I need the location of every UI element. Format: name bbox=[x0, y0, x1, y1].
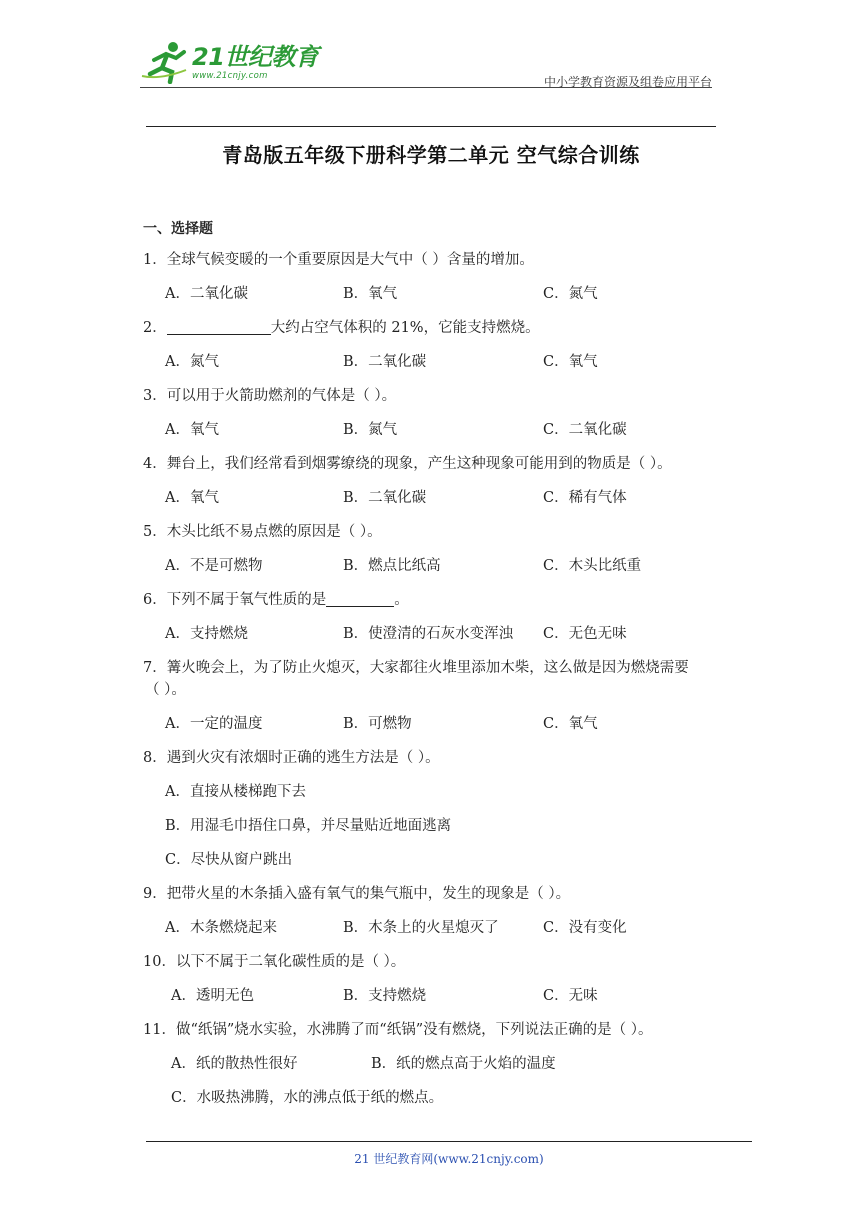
options-4 bbox=[143, 487, 743, 509]
runner-logo-icon bbox=[140, 40, 190, 84]
option-c[interactable]: C．木头比纸重 bbox=[543, 558, 642, 574]
question-11: 11．做“纸锅”烧水实验，水沸腾了而“纸锅”没有燃烧，下列说法正确的是（ ）。 bbox=[143, 1022, 653, 1038]
options-2 bbox=[143, 351, 743, 373]
option-b[interactable]: B．木条上的火星熄灭了 bbox=[343, 920, 499, 936]
question-end: 。 bbox=[394, 592, 409, 608]
footer-link[interactable]: 21 世纪教育网(www.21cnjy.com) bbox=[354, 1152, 544, 1166]
options-10 bbox=[143, 985, 743, 1007]
option-b[interactable]: B．用湿毛巾捂住口鼻，并尽量贴近地面逃离 bbox=[165, 818, 452, 834]
option-b[interactable]: B．支持燃烧 bbox=[343, 988, 427, 1004]
option-a[interactable]: A．透明无色 bbox=[171, 988, 254, 1004]
option-a[interactable]: A．氧气 bbox=[165, 422, 219, 438]
footer-divider bbox=[146, 1141, 752, 1142]
option-a[interactable]: A．不是可燃物 bbox=[165, 558, 263, 574]
title-divider bbox=[146, 126, 716, 127]
answer-blank[interactable] bbox=[326, 590, 394, 607]
option-c[interactable]: C．稀有气体 bbox=[543, 490, 627, 506]
options-9 bbox=[143, 917, 743, 939]
question-9: 9．把带火星的木条插入盛有氧气的集气瓶中，发生的现象是（ ）。 bbox=[143, 886, 571, 902]
logo-wordmark: 21世纪教育 bbox=[192, 43, 319, 71]
option-c[interactable]: C．二氧化碳 bbox=[543, 422, 627, 438]
question-5: 5．木头比纸不易点燃的原因是（ ）。 bbox=[143, 524, 382, 540]
logo-url: www.21cnjy.com bbox=[192, 71, 268, 81]
question-list bbox=[143, 218, 743, 1121]
option-c[interactable]: C．氧气 bbox=[543, 716, 598, 732]
option-c[interactable]: C．无味 bbox=[543, 988, 598, 1004]
header-divider bbox=[140, 87, 712, 88]
option-c[interactable]: C．尽快从窗户跳出 bbox=[165, 852, 293, 868]
options-11 bbox=[143, 1053, 743, 1075]
section-heading: 一、选择题 bbox=[143, 221, 213, 237]
option-c[interactable]: C．无色无味 bbox=[543, 626, 627, 642]
option-b[interactable]: B．纸的燃点高于火焰的温度 bbox=[371, 1056, 556, 1072]
option-a[interactable]: A．纸的散热性很好 bbox=[171, 1056, 298, 1072]
option-b[interactable]: B．可燃物 bbox=[343, 716, 412, 732]
option-b[interactable]: B．二氧化碳 bbox=[343, 490, 427, 506]
logo bbox=[140, 40, 318, 84]
option-b[interactable]: B．二氧化碳 bbox=[343, 354, 427, 370]
option-b[interactable]: B．燃点比纸高 bbox=[343, 558, 441, 574]
question-10: 10．以下不属于二氧化碳性质的是（ ）。 bbox=[143, 954, 406, 970]
options-1 bbox=[143, 283, 743, 305]
platform-tagline: 中小学教育资源及组卷应用平台 bbox=[543, 75, 712, 89]
question-text: 大约占空气体积的 21%，它能支持燃烧。 bbox=[270, 320, 540, 336]
options-3 bbox=[143, 419, 743, 441]
question-6 bbox=[143, 589, 743, 611]
option-b[interactable]: B．氮气 bbox=[343, 422, 398, 438]
question-3: 3．可以用于火箭助燃剂的气体是（ ）。 bbox=[143, 388, 397, 404]
question-number: 2． bbox=[143, 320, 167, 336]
question-4: 4．舞台上，我们经常看到烟雾缭绕的现象，产生这种现象可能用到的物质是（ ）。 bbox=[143, 456, 672, 472]
question-7-continued: （ ）。 bbox=[145, 682, 186, 698]
document-title: 青岛版五年级下册科学第二单元 空气综合训练 bbox=[222, 143, 640, 167]
option-c[interactable]: C．水吸热沸腾，水的沸点低于纸的燃点。 bbox=[171, 1090, 444, 1106]
question-2 bbox=[143, 317, 743, 339]
options-6 bbox=[143, 623, 743, 645]
option-a[interactable]: A．木条燃烧起来 bbox=[165, 920, 277, 936]
question-7: 7．篝火晚会上，为了防止火熄灭，大家都往火堆里添加木柴，这么做是因为燃烧需要 bbox=[143, 660, 689, 676]
option-a[interactable]: A．支持燃烧 bbox=[165, 626, 248, 642]
option-b[interactable]: B．氧气 bbox=[343, 286, 398, 302]
option-a[interactable]: A．直接从楼梯跑下去 bbox=[165, 784, 306, 800]
option-c[interactable]: C．氮气 bbox=[543, 286, 598, 302]
option-a[interactable]: A．二氧化碳 bbox=[165, 286, 248, 302]
page-header bbox=[140, 40, 712, 88]
option-a[interactable]: A．氮气 bbox=[165, 354, 219, 370]
answer-blank[interactable] bbox=[167, 318, 271, 335]
options-5 bbox=[143, 555, 743, 577]
option-c[interactable]: C．没有变化 bbox=[543, 920, 627, 936]
question-1: 1．全球气候变暖的一个重要原因是大气中（ ）含量的增加。 bbox=[143, 252, 534, 268]
option-a[interactable]: A．一定的温度 bbox=[165, 716, 263, 732]
option-a[interactable]: A．氧气 bbox=[165, 490, 219, 506]
option-c[interactable]: C．氧气 bbox=[543, 354, 598, 370]
options-7 bbox=[143, 713, 743, 735]
question-8: 8．遇到火灾有浓烟时正确的逃生方法是（ ）。 bbox=[143, 750, 440, 766]
option-b[interactable]: B．使澄清的石灰水变浑浊 bbox=[343, 626, 514, 642]
question-text: 6．下列不属于氧气性质的是 bbox=[143, 592, 327, 608]
